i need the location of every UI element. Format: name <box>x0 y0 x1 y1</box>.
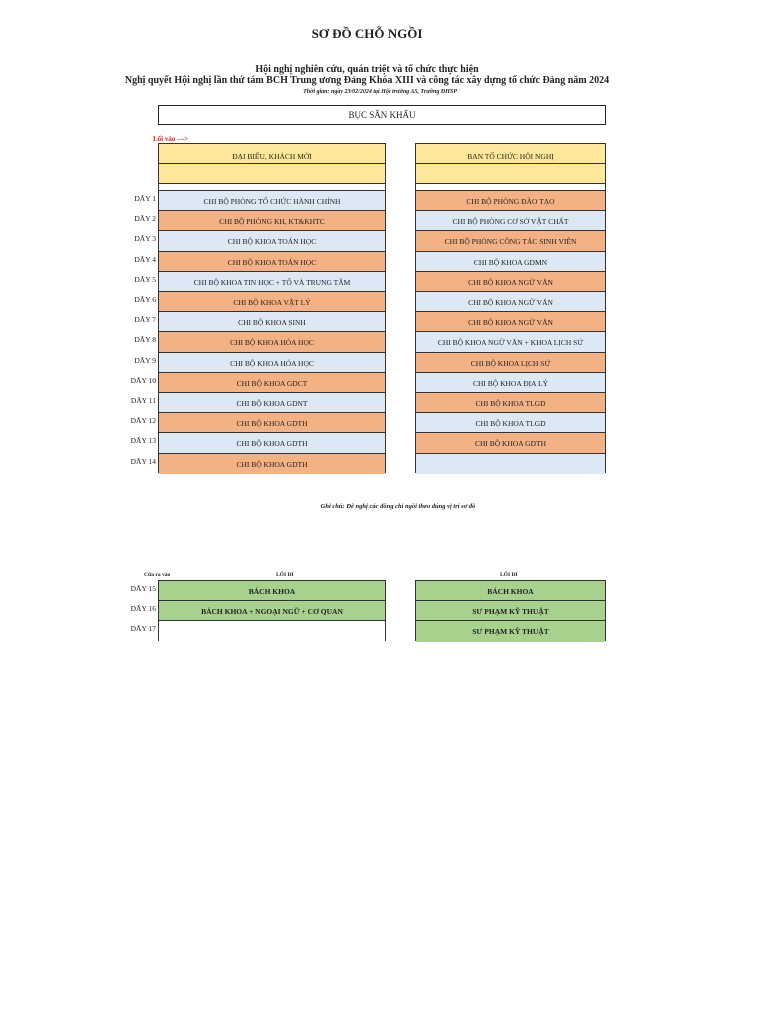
left-row-cell: CHI BỘ KHOA GDTH <box>159 413 385 433</box>
left-header-cell: ĐẠI BIỂU, KHÁCH MỜI <box>159 144 385 164</box>
left-blank-cell <box>159 164 385 184</box>
lower-left-row-cell: BÁCH KHOA <box>159 581 385 601</box>
right-row-cell: CHI BỘ KHOA TLGD <box>416 413 605 433</box>
row-label: DÃY 3 <box>134 234 156 244</box>
left-row-cell: CHI BỘ KHOA GDTH <box>159 454 385 474</box>
row-label: DÃY 8 <box>134 335 156 345</box>
left-row-cell: CHI BỘ KHOA VẬT LÝ <box>159 292 385 312</box>
right-gap-cell <box>416 184 605 191</box>
row-label: DÃY 4 <box>134 254 156 264</box>
entrance-label: Lối vào ---> <box>153 135 189 143</box>
row-label: DÃY 6 <box>134 295 156 304</box>
left-row-cell: CHI BỘ KHOA HÓA HỌC <box>159 353 385 373</box>
lower-left-block <box>158 580 386 641</box>
row-label: DÃY 12 <box>130 416 156 426</box>
left-row-cell: CHI BỘ KHOA GDTH <box>159 433 385 453</box>
right-row-cell: CHI BỘ KHOA LỊCH SỬ <box>416 353 605 373</box>
right-row-cell: CHI BỘ PHÒNG CƠ SỞ VẬT CHẤT <box>416 211 605 231</box>
row-label: DÃY 5 <box>134 274 156 284</box>
right-row-cell: CHI BỘ KHOA ĐỊA LÝ <box>416 373 605 393</box>
row-label: DÃY 10 <box>130 375 156 385</box>
right-row-cell: CHI BỘ KHOA NGỮ VĂN <box>416 272 605 292</box>
right-row-cell: CHI BỘ KHOA TLGD <box>416 393 605 413</box>
door-label: Cửa ra vào <box>144 572 171 578</box>
left-row-cell: CHI BỘ PHÒNG TỔ CHỨC HÀNH CHÍNH <box>159 191 385 211</box>
row-label: DÃY 9 <box>134 355 156 365</box>
stage-box: BỤC SÂN KHẤU <box>158 105 606 125</box>
right-blank-cell <box>416 164 605 184</box>
lower-left-row-cell <box>159 621 385 641</box>
row-label: DÃY 14 <box>130 456 156 466</box>
row-label: DÃY 13 <box>130 436 156 446</box>
left-row-cell: CHI BỘ KHOA TIN HỌC + TỔ VÀ TRUNG TÂM <box>159 272 385 292</box>
lower-right-row-cell: SƯ PHẠM KỸ THUẬT <box>416 601 605 621</box>
lower-row-label: DÃY 16 <box>130 604 156 614</box>
left-row-cell: CHI BỘ KHOA TOÁN HỌC <box>159 252 385 272</box>
aisle-right-label: LỐI ĐI <box>500 572 518 578</box>
row-label: DÃY 7 <box>134 315 156 325</box>
left-row-cell: CHI BỘ KHOA GDNT <box>159 393 385 413</box>
right-header-cell: BAN TỔ CHỨC HỘI NGHỊ <box>416 144 605 164</box>
right-row-cell <box>416 454 605 474</box>
lower-right-row-cell: BÁCH KHOA <box>416 581 605 601</box>
row-label: DÃY 1 <box>134 194 156 203</box>
lower-right-block <box>415 580 606 641</box>
lower-row-label: DÃY 17 <box>130 624 156 634</box>
note-text: Ghi chú: Đề nghị các đồng chí ngồi theo đúng vị trí sơ đồ <box>320 503 476 510</box>
right-row-cell: CHI BỘ KHOA NGỮ VĂN <box>416 312 605 332</box>
subtitle-line-2: Nghị quyết Hội nghị lần thứ tám BCH Trung ương Đảng Khóa XIII và công tác xây dựng tổ chức Đảng năm 2024 <box>124 75 610 86</box>
left-row-cell: CHI BỘ PHÒNG KH, KT&KHTC <box>159 211 385 231</box>
row-label: DÃY 11 <box>130 396 156 405</box>
left-row-cell: CHI BỘ KHOA TOÁN HỌC <box>159 231 385 251</box>
left-gap-cell <box>159 184 385 191</box>
lower-left-row-cell: BÁCH KHOA + NGOẠI NGỮ + CƠ QUAN <box>159 601 385 621</box>
lower-right-row-cell: SƯ PHẠM KỸ THUẬT <box>416 621 605 641</box>
left-row-cell: CHI BỘ KHOA HÓA HỌC <box>159 332 385 352</box>
row-label: DÃY 2 <box>134 214 156 224</box>
event-time: Thời gian: ngày 23/02/2024 tại Hội trường A5, Trường ĐHSP <box>303 89 457 95</box>
subtitle-line-1: Hội nghị nghiên cứu, quán triệt và tổ chức thực hiện <box>255 64 479 75</box>
right-row-cell: CHI BỘ KHOA GDMN <box>416 252 605 272</box>
page-title: SƠ ĐỒ CHỖ NGỒI <box>311 26 423 41</box>
right-row-cell: CHI BỘ PHÒNG CÔNG TÁC SINH VIÊN <box>416 231 605 251</box>
left-seating-block <box>158 143 386 473</box>
lower-row-label: DÃY 15 <box>130 584 156 593</box>
right-row-cell: CHI BỘ PHÒNG ĐÀO TẠO <box>416 191 605 211</box>
left-row-cell: CHI BỘ KHOA SINH <box>159 312 385 332</box>
left-row-cell: CHI BỘ KHOA GDCT <box>159 373 385 393</box>
right-row-cell: CHI BỘ KHOA NGỮ VĂN <box>416 292 605 312</box>
right-seating-block <box>415 143 606 473</box>
right-row-cell: CHI BỘ KHOA GDTH <box>416 433 605 453</box>
aisle-left-label: LỐI ĐI <box>276 572 294 578</box>
right-row-cell: CHI BỘ KHOA NGỮ VĂN + KHOA LỊCH SỬ <box>416 332 605 352</box>
